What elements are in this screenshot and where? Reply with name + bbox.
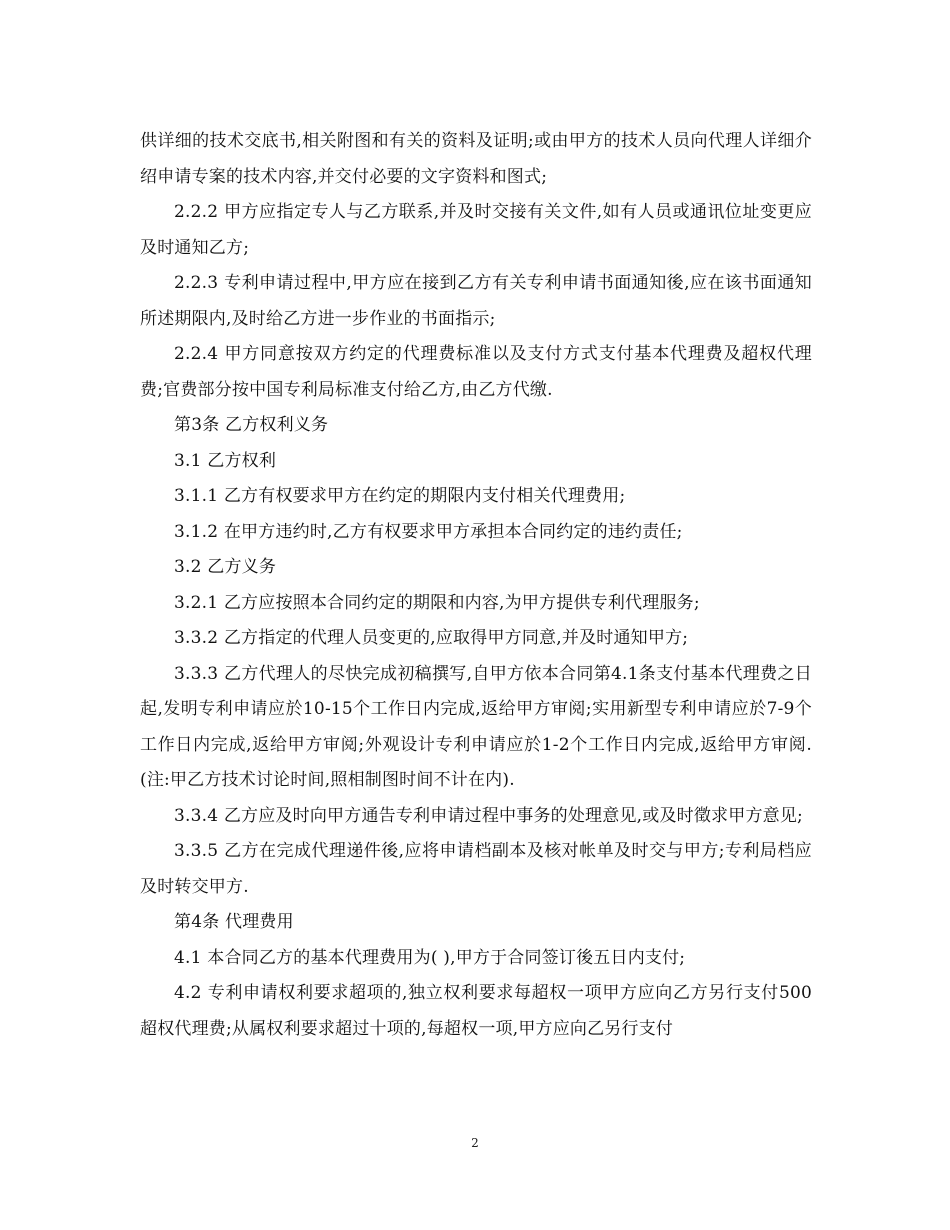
paragraph-3-3-5: 3.3.5 乙方在完成代理递件後,应将申请档副本及核对帐单及时交与甲方;专利局档应及时转交甲方.	[140, 841, 812, 897]
paragraph-3-1-2: 3.1.2 在甲方违约时,乙方有权要求甲方承担本合同约定的违约责任;	[174, 521, 683, 542]
paragraph-3-2-1: 3.2.1 乙方应按照本合同约定的期限和内容,为甲方提供专利代理服务;	[174, 592, 700, 613]
section-3-2-heading: 3.2 乙方义务	[174, 557, 277, 577]
paragraph-2-2-3: 2.2.3 专利申请过程中,甲方应在接到乙方有关专利申请书面通知後,应在该书面通知所述期限内,及时给乙方进一步作业的书面指示;	[140, 273, 812, 329]
article-4-heading: 第4条 代理费用	[174, 912, 294, 932]
paragraph-3-3-4: 3.3.4 乙方应及时向甲方通告专利申请过程中事务的处理意见,或及时徵求甲方意见;	[174, 805, 803, 826]
page-number: 2	[471, 1136, 479, 1150]
paragraph-continuation: 供详细的技术交底书,相关附图和有关的资料及证明;或由甲方的技术人员向代理人详细介绍申请专案的技术内容,并交付必要的文字资料和图式;	[140, 131, 812, 187]
section-3-1-heading: 3.1 乙方权利	[174, 450, 277, 471]
paragraph-3-1-1: 3.1.1 乙方有权要求甲方在约定的期限内支付相关代理费用;	[174, 486, 626, 506]
paragraph-3-3-3: 3.3.3 乙方代理人的尽快完成初稿撰写,自甲方依本合同第4.1条支付基本代理费之日起,发明专利申请应於10-15个工作日内完成,返给甲方审阅;实用新型专利申请应於7-9个工作日内完成,返给甲方审阅;外观设计专利申请应於1-2个工作日内完成,返给甲方审阅.(注:甲乙方技术讨论时间,照相制图时间不计在内).	[140, 663, 812, 790]
document-body	[140, 124, 812, 1047]
paragraph-4-1: 4.1 本合同乙方的基本代理费用为( ),甲方于合同签订後五日内支付;	[174, 947, 686, 968]
paragraph-2-2-2: 2.2.2 甲方应指定专人与乙方联系,并及时交接有关文件,如有人员或通讯位址变更应及时通知乙方;	[140, 202, 812, 258]
paragraph-4-2: 4.2 专利申请权利要求超项的,独立权利要求每超权一项甲方应向乙方另行支付500超权代理费;从属权利要求超过十项的,每超权一项,甲方应向乙另行支付	[140, 983, 812, 1039]
article-3-heading: 第3条 乙方权利义务	[174, 415, 329, 435]
paragraph-3-3-2: 3.3.2 乙方指定的代理人员变更的,应取得甲方同意,并及时通知甲方;	[174, 628, 689, 648]
paragraph-2-2-4: 2.2.4 甲方同意按双方约定的代理费标准以及支付方式支付基本代理费及超权代理费;官费部分按中国专利局标准支付给乙方,由乙方代缴.	[140, 344, 812, 400]
